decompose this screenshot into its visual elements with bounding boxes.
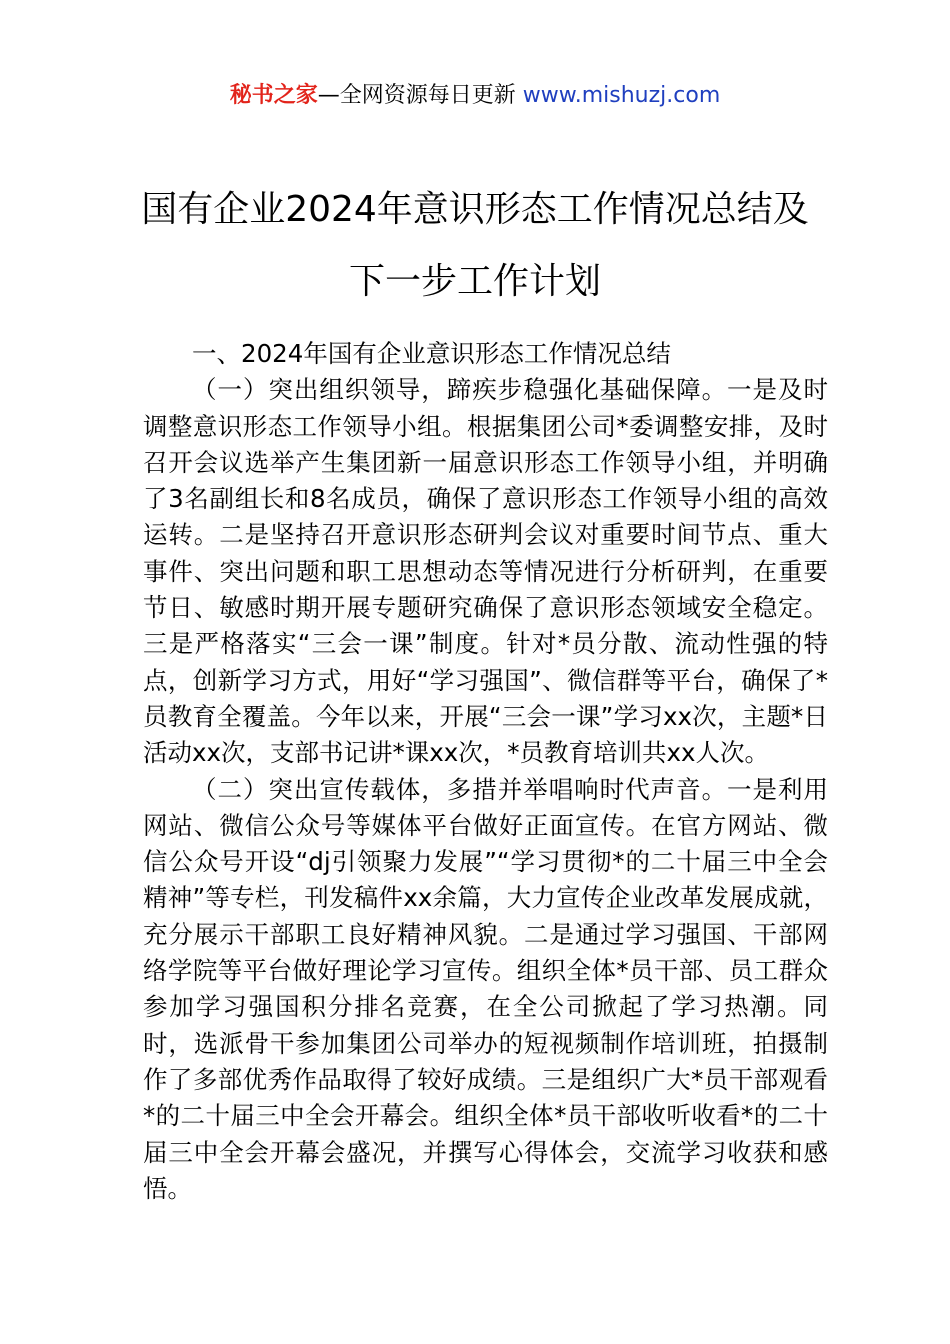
- site-url-link[interactable]: www.mishuzj.com: [522, 83, 721, 108]
- site-header: [0, 80, 950, 112]
- document-title: [80, 174, 870, 318]
- paragraph-1: （一）突出组织领导，蹄疾步稳强化基础保障。一是及时调整意识形态工作领导小组。根据集团公司*委调整安排，及时召开会议选举产生集团新一届意识形态工作领导小组，并明确了3名副组长和8名成员，确保了意识形态工作领导小组的高效运转。二是坚持召开意识形态研判会议对重要时间节点、重大事件、突出问题和职工思想动态等情况进行分析研判，在重要节日、敏感时期开展专题研究确保了意识形态领域安全稳定。三是严格落实“三会一课”制度。针对*员分散、流动性强的特点，创新学习方式，用好“学习强国”、微信群等平台，确保了*员教育全覆盖。今年以来，开展“三会一课”学习xx次，主题*日活动xx次，支部书记讲*课xx次，*员教育培训共xx人次。: [143, 375, 828, 768]
- paragraph-2: （二）突出宣传载体，多措并举唱响时代声音。一是利用网站、微信公众号等媒体平台做好正面宣传。在官方网站、微信公众号开设“dj引领聚力发展”“学习贯彻*的二十届三中全会精神”等专栏，刊发稿件xx余篇，大力宣传企业改革发展成就，充分展示干部职工良好精神风貌。二是通过学习强国、干部网络学院等平台做好理论学习宣传。组织全体*员干部、员工群众参加学习强国积分排名竞赛，在全公司掀起了学习热潮。同时，选派骨干参加集团公司举办的短视频制作培训班，拍摄制作了多部优秀作品取得了较好成绩。三是组织广大*员干部观看*的二十届三中全会开幕会。组织全体*员干部收听收看*的二十届三中全会开幕会盛况，并撰写心得体会，交流学习收获和感悟。: [143, 774, 828, 1203]
- document-body: [143, 336, 828, 1207]
- site-tagline: —全网资源每日更新: [317, 83, 516, 108]
- section-heading: 一、2024年国有企业意识形态工作情况总结: [192, 339, 671, 368]
- title-line-1: 国有企业2024年意识形态工作情况总结及: [141, 189, 809, 231]
- title-line-2: 下一步工作计划: [348, 261, 601, 303]
- site-name: 秘书之家: [229, 83, 318, 108]
